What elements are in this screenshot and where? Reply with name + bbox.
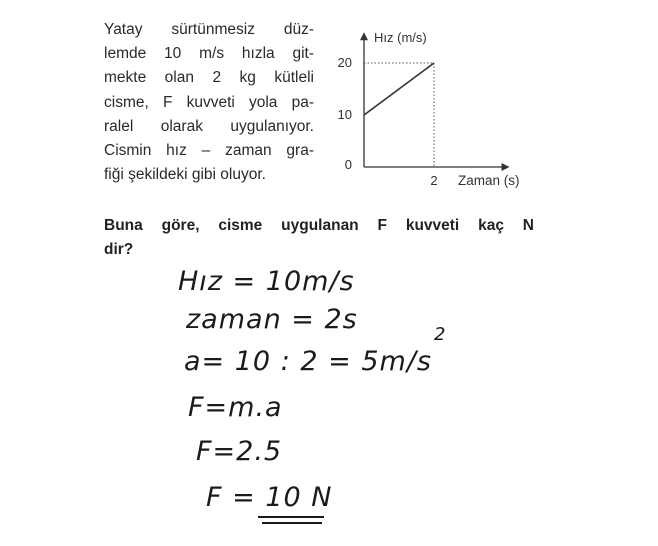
- y-tick-label-10: 10: [337, 107, 352, 122]
- handwritten-acceleration: [184, 324, 447, 377]
- problem-line-2: lemde 10 m/s hızla git-: [104, 45, 314, 63]
- y-axis-label: Hız (m/s): [374, 30, 427, 46]
- problem-line-1: Yatay sürtünmesiz düz-: [104, 21, 314, 38]
- handwritten-time: zaman = 2s: [186, 304, 358, 335]
- handwritten-answer: F = 10 N: [206, 482, 333, 513]
- problem-line-7: fiği şekildeki gibi oluyor.: [104, 166, 266, 184]
- problem-line-6: Cismin hız – zaman gra-: [104, 142, 314, 160]
- question-text: [104, 214, 534, 262]
- handwritten-substitution: F=2.5: [196, 436, 283, 467]
- problem-statement: [104, 18, 314, 187]
- problem-line-4: cisme, F kuvveti yola pa-: [104, 93, 314, 111]
- y-tick-label-20: 20: [337, 55, 352, 70]
- x-axis-arrow: [502, 163, 510, 171]
- origin-label: 0: [344, 157, 352, 172]
- handwritten-velocity: Hız = 10m/s: [178, 266, 355, 297]
- velocity-line: [364, 63, 434, 115]
- question-line-1: Buna göre, cisme uygulanan F kuvveti kaç N: [104, 217, 534, 234]
- x-tick-label-2: 2: [430, 173, 438, 188]
- velocity-time-graph: [320, 10, 550, 195]
- answer-underline-1: [258, 516, 324, 518]
- x-axis-label: Zaman (s): [458, 173, 520, 188]
- question-line-2: dir?: [104, 241, 134, 258]
- y-axis-arrow: [360, 32, 368, 40]
- answer-underline-2: [262, 522, 322, 524]
- problem-line-3: mekte olan 2 kg kütleli: [104, 69, 314, 87]
- problem-line-5: ralel olarak uygulanıyor.: [104, 117, 314, 135]
- handwritten-formula: F=m.a: [188, 392, 283, 423]
- handwritten-exponent: 2: [434, 324, 447, 345]
- handwritten-acceleration-text: a= 10 : 2 = 5m/s: [184, 346, 432, 377]
